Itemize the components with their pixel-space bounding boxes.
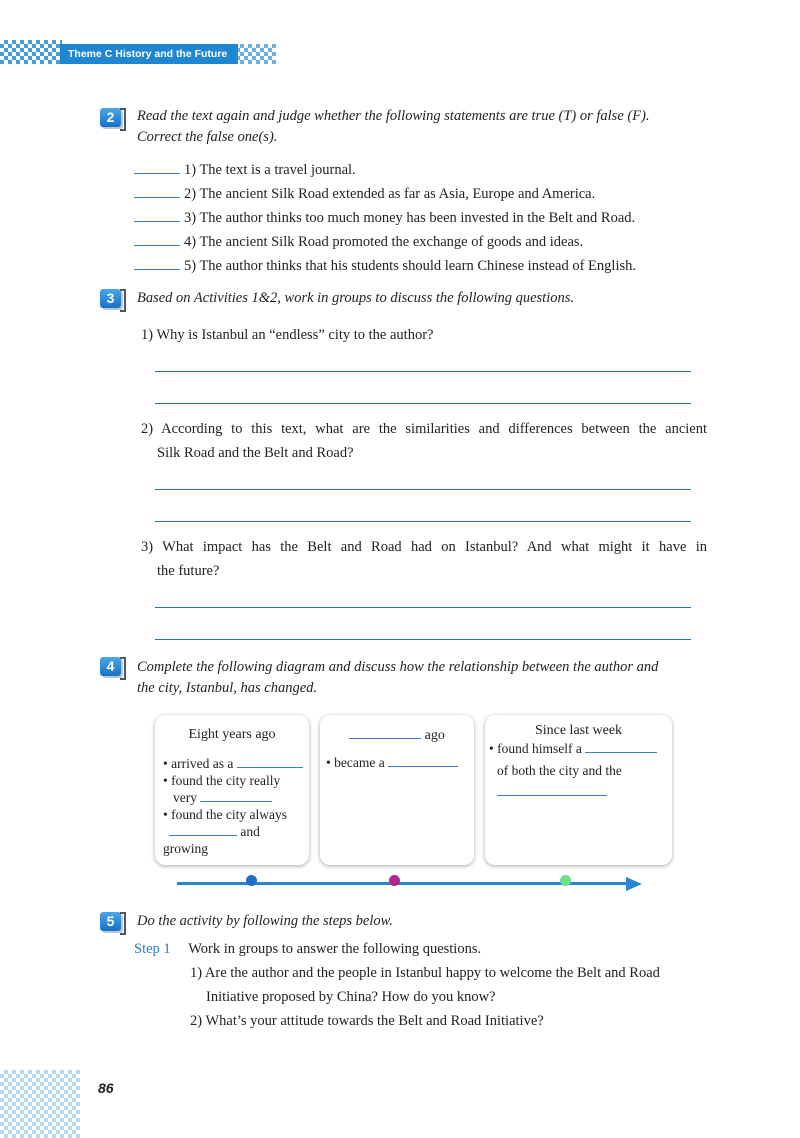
statement-row [134,160,356,180]
question-3 [141,535,707,583]
statement-row [134,184,595,204]
answer-line[interactable] [155,489,691,490]
answer-blank[interactable] [134,256,180,270]
answer-line[interactable] [155,521,691,522]
timeline-dot-1 [246,875,257,886]
step-1-row [134,939,481,959]
question-line: 1) Are the author and the people in Istanbul happy to welcome the Belt and Road [190,965,660,981]
fill-blank[interactable] [200,789,272,802]
badge-bracket [120,657,126,680]
instruction-line: Read the text again and judge whether the following statements are true (T) or false (F). [137,108,650,124]
bullet-text: • arrived as a [163,756,234,771]
theme-header: Theme C History and the Future [60,44,238,64]
card-bullet-cont [489,783,672,800]
statement-text: 4) The ancient Silk Road promoted the exchange of goods and ideas. [184,234,584,250]
answer-line[interactable] [155,403,691,404]
step-question-1 [190,963,660,1007]
card-bullet-cont [163,789,309,806]
card-bullet: • found the city really [163,773,281,788]
activity-5-instruction: Do the activity by following the steps below. [137,913,393,929]
question-line: 2) According to this text, what are the similarities and differences between the ancient [141,421,707,437]
card-heading: ago [424,728,445,743]
card-bullet [489,740,672,757]
question-line: 3) What impact has the Belt and Road had on Istanbul? And what might it have in [141,539,707,555]
activity-2-instruction [137,106,727,148]
question-line: the future? [157,563,220,579]
activity-5-badge: 5 [100,912,121,931]
page-number: 86 [98,1080,114,1096]
card-heading-row [320,726,474,744]
card-bullet-cont: of both the city and the [497,763,622,778]
step-label: Step 1 [134,941,171,957]
badge-bracket [120,108,126,131]
answer-blank[interactable] [134,184,180,198]
fill-blank[interactable] [585,740,657,753]
bullet-text: • became a [326,755,385,770]
fill-blank[interactable] [388,754,458,767]
card-bullet: • found the city always [163,807,287,822]
timeline-arrowhead [626,877,642,891]
question-1: 1) Why is Istanbul an “endless” city to the author? [141,327,434,343]
card-heading: Eight years ago [188,727,276,742]
fill-blank[interactable] [169,823,237,836]
activity-4-instruction [137,657,717,699]
activity-3-instruction: Based on Activities 1&2, work in groups to discuss the following questions. [137,290,575,306]
fill-blank[interactable] [237,755,303,768]
question-line: Silk Road and the Belt and Road? [157,445,354,461]
card-bullet-cont [163,823,309,840]
corner-pixel-decoration [0,1070,80,1138]
step-question-2: 2) What’s your attitude towards the Belt and Road Initiative? [190,1013,544,1029]
answer-line[interactable] [155,371,691,372]
answer-line[interactable] [155,639,691,640]
badge-bracket [120,912,126,935]
answer-blank[interactable] [134,160,180,174]
card-body [485,740,672,800]
diagram-card-eight-years-ago [155,715,309,865]
statement-text: 3) The author thinks too much money has been invested in the Belt and Road. [184,210,636,226]
bullet-text: and [240,824,260,839]
badge-bracket [120,289,126,312]
timeline-dot-2 [389,875,400,886]
card-body [320,754,474,771]
statement-row [134,256,636,276]
card-bullet [163,755,309,772]
instruction-line: the city, Istanbul, has changed. [137,680,318,696]
card-body [155,755,309,857]
statement-text: 1) The text is a travel journal. [184,162,356,178]
diagram-card-since-last-week [485,715,672,865]
header-pixel-tail [236,44,276,64]
instruction-line: Complete the following diagram and discuss how the relationship between the author and [137,659,659,675]
fill-blank[interactable] [497,783,607,796]
answer-line[interactable] [155,607,691,608]
activity-2-badge: 2 [100,108,121,127]
card-heading: Since last week [534,723,623,738]
statement-text: 2) The ancient Silk Road extended as far as Asia, Europe and America. [184,186,596,202]
header-pixel-decoration [0,40,62,64]
instruction-line: Correct the false one(s). [137,129,278,145]
bullet-text: very [173,790,197,805]
step-text: Work in groups to answer the following questions. [188,941,482,957]
diagram-card-ago [320,715,474,865]
statement-text: 5) The author thinks that his students should learn Chinese instead of English. [184,258,636,274]
activity-4-badge: 4 [100,657,121,676]
statement-row [134,208,635,228]
statement-row [134,232,583,252]
bullet-text: • found himself a [489,741,582,756]
card-bullet [326,754,474,771]
fill-blank[interactable] [349,726,421,739]
activity-3-badge: 3 [100,289,121,308]
question-2 [141,417,707,465]
answer-blank[interactable] [134,208,180,222]
answer-blank[interactable] [134,232,180,246]
card-bullet-cont: growing [163,841,208,856]
question-line: Initiative proposed by China? How do you know? [206,989,496,1005]
timeline-dot-3 [560,875,571,886]
